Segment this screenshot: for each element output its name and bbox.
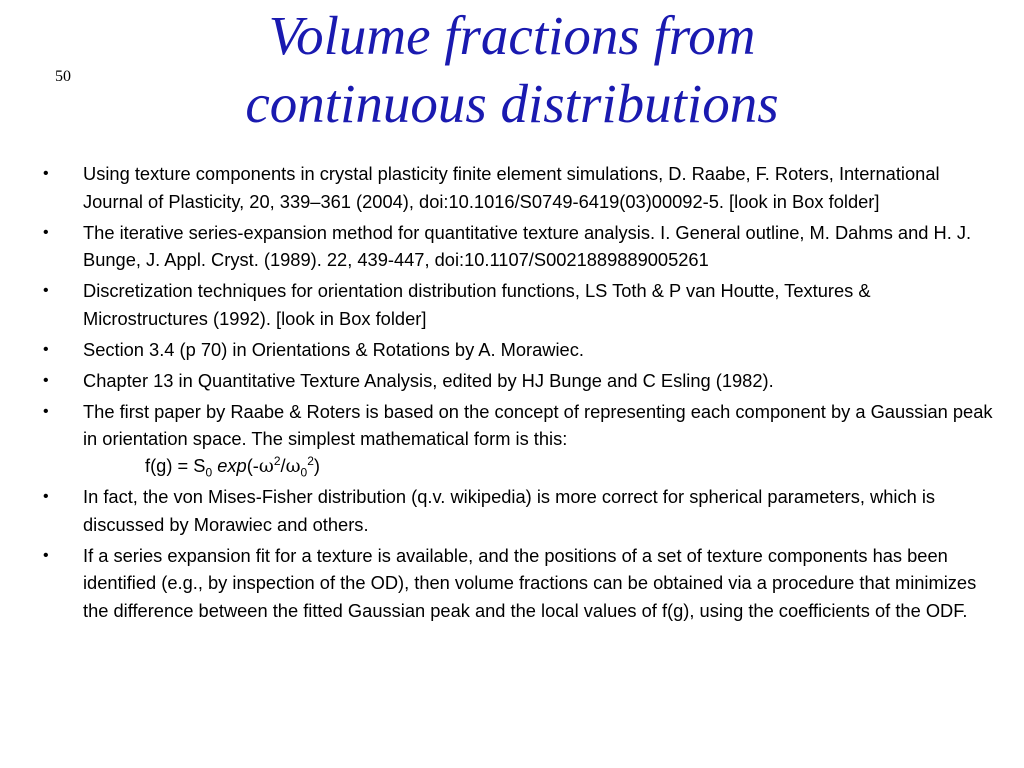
bullet-text: Discretization techniques for orientation distribution functions, LS Toth & P van Houtte, Textures & Microstructures (1992). [look in Box folder] — [83, 280, 871, 329]
bullet-item-7 — [40, 483, 1000, 538]
bullet-text: Section 3.4 (p 70) in Orientations & Rotations by A. Morawiec. — [83, 338, 584, 360]
title-line-1: Volume fractions from — [268, 5, 756, 66]
formula-open: (- — [246, 454, 259, 476]
bullet-item-5 — [40, 367, 1000, 395]
formula-omega-exponent: 2 — [273, 453, 281, 468]
formula-s-subscript: 0 — [205, 465, 213, 480]
bullet-text: The first paper by Raabe & Roters is based on the concept of representing each component by a Gaussian peak in orientation space. The simplest mathematical form is this: — [83, 400, 993, 449]
bullet-dot-icon: • — [43, 488, 49, 505]
slide-title — [0, 2, 1024, 138]
bullet-text: In fact, the von Mises-Fisher distribution (q.v. wikipedia) is more correct for spherical parameters, which is discussed by Morawiec and others. — [83, 486, 936, 535]
bullet-text: If a series expansion fit for a texture is available, and the positions of a set of texture components has been identified (e.g., by inspection of the OD), then volume fractions can be obtained via a procedure that minimizes the difference between the fitted Gaussian peak and the local values of f(g), using the coefficients of the ODF. — [83, 544, 977, 621]
formula-omega0-subscript: 0 — [300, 465, 308, 480]
bullet-dot-icon: • — [43, 402, 49, 420]
bullet-item-2 — [40, 219, 1000, 274]
title-line-2: continuous distributions — [245, 73, 779, 134]
bullet-dot-icon: • — [43, 165, 49, 182]
bullet-item-6 — [40, 398, 1000, 480]
bullet-dot-icon: • — [43, 371, 49, 389]
bullet-list — [40, 160, 1000, 628]
slide-number: 50 — [55, 68, 71, 85]
bullet-item-1 — [40, 160, 1000, 215]
formula-lhs: f(g) = S — [145, 454, 206, 476]
formula-slash: / — [280, 454, 286, 476]
bullet-dot-icon: • — [43, 546, 49, 564]
formula-close: ) — [313, 454, 320, 476]
formula-omega: ω — [258, 455, 274, 477]
gaussian-formula — [83, 453, 1000, 480]
bullet-item-8 — [40, 542, 1000, 625]
bullet-dot-icon: • — [43, 282, 49, 299]
bullet-item-3 — [40, 277, 1000, 332]
bullet-dot-icon: • — [43, 223, 49, 241]
formula-omega0: ω — [285, 455, 301, 477]
formula-exp: exp — [217, 454, 247, 476]
formula-omega0-exponent: 2 — [307, 453, 314, 468]
bullet-text: The iterative series-expansion method for quantitative texture analysis. I. General outline, M. Dahms and H. J. Bunge, J. Appl. Cryst. (1989). 22, 439-447, doi:10.1107/S0021889889005261 — [83, 221, 972, 270]
bullet-item-4 — [40, 336, 1000, 364]
bullet-text: Chapter 13 in Quantitative Texture Analysis, edited by HJ Bunge and C Esling (1982). — [83, 369, 774, 391]
bullet-dot-icon: • — [43, 340, 49, 358]
bullet-text: Using texture components in crystal plasticity finite element simulations, D. Raabe, F. Roters, International Journal of Plasticity, 20, 339–361 (2004), doi:10.1016/S0749-6419(03)00092-5. [look in Box folder] — [83, 163, 940, 212]
